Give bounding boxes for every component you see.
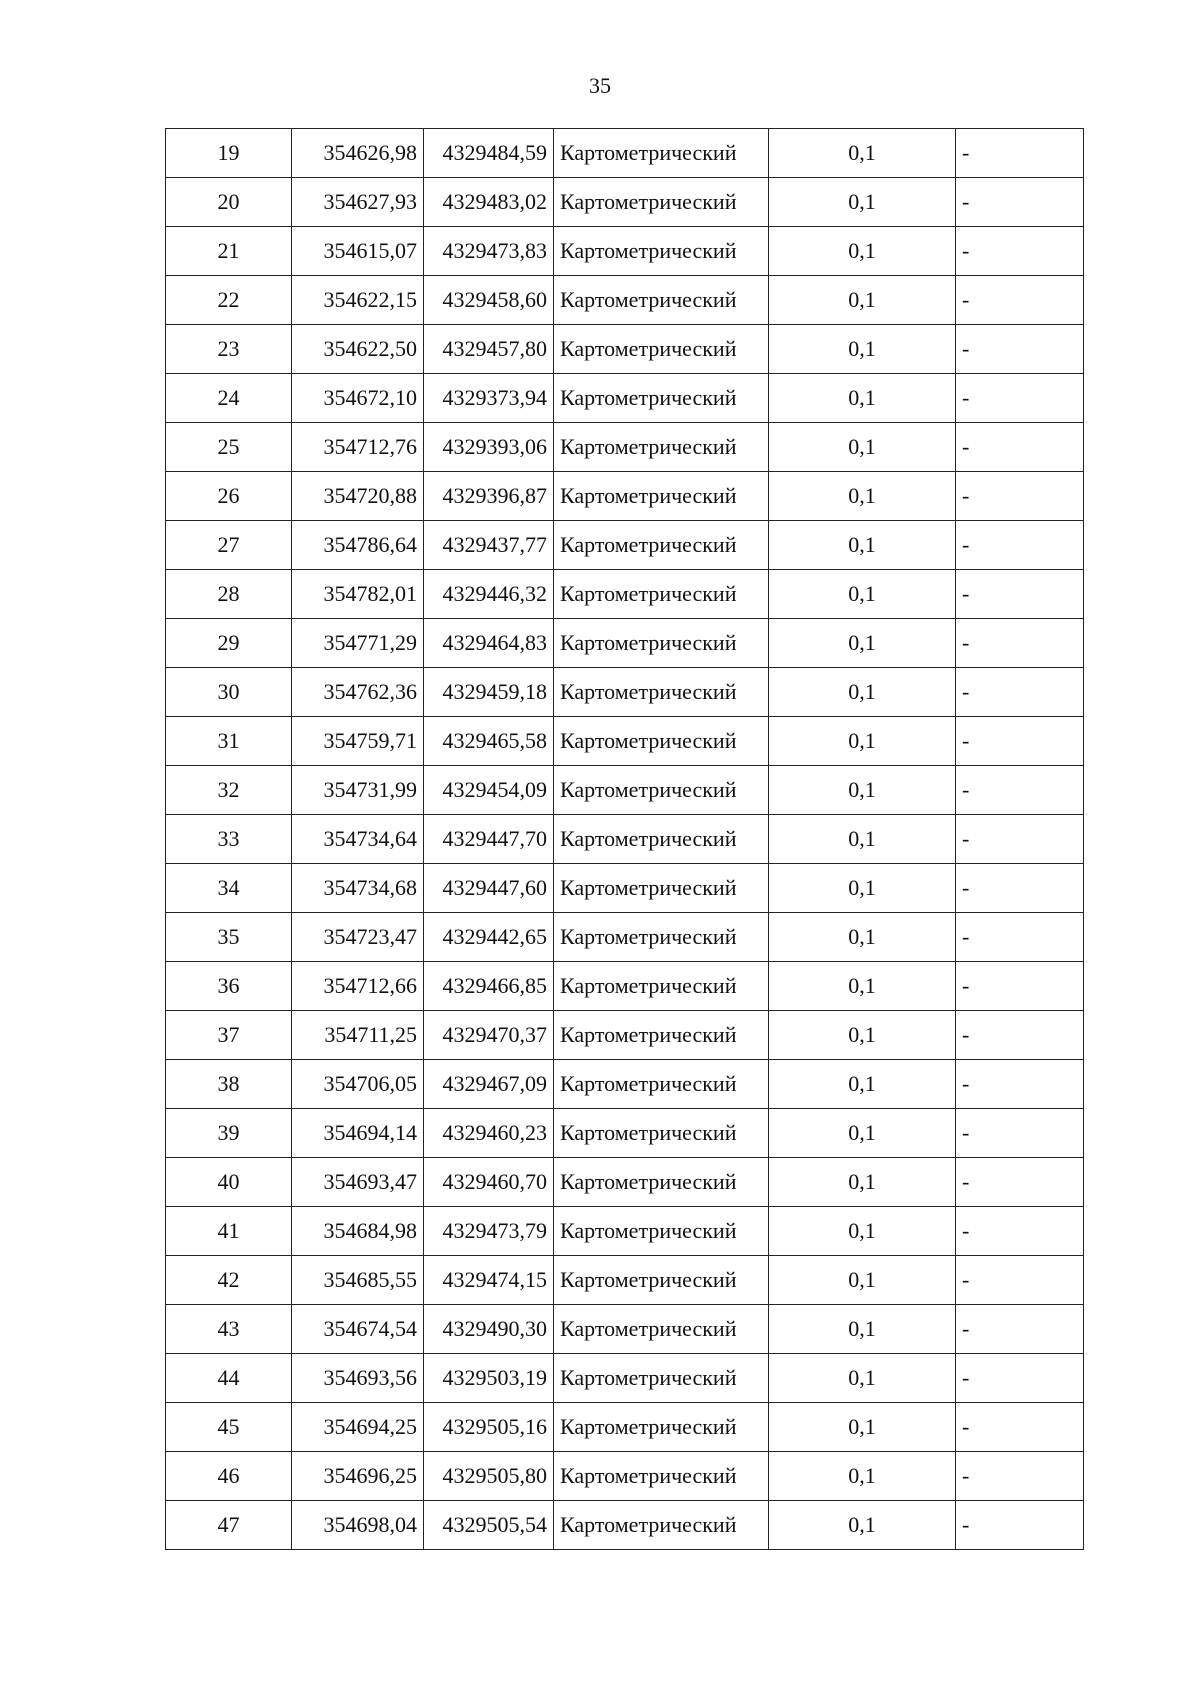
table-row xyxy=(166,178,1084,227)
point-number-cell: 47 xyxy=(166,1501,292,1550)
coordinate-x-cell: 354622,15 xyxy=(292,276,424,325)
table-row xyxy=(166,962,1084,1011)
coordinate-x-cell: 354712,66 xyxy=(292,962,424,1011)
point-number-cell: 21 xyxy=(166,227,292,276)
method-cell: Картометрический xyxy=(554,374,769,423)
coordinate-y-cell: 4329459,18 xyxy=(424,668,554,717)
note-cell: - xyxy=(956,1403,1084,1452)
coordinate-y-cell: 4329503,19 xyxy=(424,1354,554,1403)
accuracy-cell: 0,1 xyxy=(769,374,956,423)
note-cell: - xyxy=(956,227,1084,276)
table-row xyxy=(166,423,1084,472)
coordinate-y-cell: 4329447,70 xyxy=(424,815,554,864)
table-row xyxy=(166,1452,1084,1501)
coordinate-x-cell: 354786,64 xyxy=(292,521,424,570)
table-row xyxy=(166,1354,1084,1403)
accuracy-cell: 0,1 xyxy=(769,1452,956,1501)
method-cell: Картометрический xyxy=(554,1256,769,1305)
table-row xyxy=(166,1158,1084,1207)
note-cell: - xyxy=(956,864,1084,913)
coordinate-x-cell: 354693,47 xyxy=(292,1158,424,1207)
accuracy-cell: 0,1 xyxy=(769,1060,956,1109)
note-cell: - xyxy=(956,276,1084,325)
point-number-cell: 46 xyxy=(166,1452,292,1501)
method-cell: Картометрический xyxy=(554,472,769,521)
coordinate-y-cell: 4329458,60 xyxy=(424,276,554,325)
note-cell: - xyxy=(956,619,1084,668)
method-cell: Картометрический xyxy=(554,962,769,1011)
note-cell: - xyxy=(956,913,1084,962)
table-row xyxy=(166,472,1084,521)
table-row xyxy=(166,1109,1084,1158)
table-row xyxy=(166,276,1084,325)
coordinate-y-cell: 4329396,87 xyxy=(424,472,554,521)
note-cell: - xyxy=(956,717,1084,766)
method-cell: Картометрический xyxy=(554,1403,769,1452)
note-cell: - xyxy=(956,1452,1084,1501)
accuracy-cell: 0,1 xyxy=(769,1354,956,1403)
point-number-cell: 19 xyxy=(166,129,292,178)
note-cell: - xyxy=(956,325,1084,374)
note-cell: - xyxy=(956,129,1084,178)
table-row xyxy=(166,1305,1084,1354)
point-number-cell: 31 xyxy=(166,717,292,766)
accuracy-cell: 0,1 xyxy=(769,423,956,472)
coordinate-x-cell: 354698,04 xyxy=(292,1501,424,1550)
coordinate-x-cell: 354685,55 xyxy=(292,1256,424,1305)
coordinate-x-cell: 354626,98 xyxy=(292,129,424,178)
method-cell: Картометрический xyxy=(554,1011,769,1060)
coordinate-x-cell: 354693,56 xyxy=(292,1354,424,1403)
coordinate-x-cell: 354674,54 xyxy=(292,1305,424,1354)
accuracy-cell: 0,1 xyxy=(769,619,956,668)
point-number-cell: 40 xyxy=(166,1158,292,1207)
accuracy-cell: 0,1 xyxy=(769,570,956,619)
method-cell: Картометрический xyxy=(554,325,769,374)
table-row xyxy=(166,1011,1084,1060)
method-cell: Картометрический xyxy=(554,1354,769,1403)
method-cell: Картометрический xyxy=(554,423,769,472)
note-cell: - xyxy=(956,1501,1084,1550)
table-row xyxy=(166,374,1084,423)
table-row xyxy=(166,1060,1084,1109)
coordinate-y-cell: 4329442,65 xyxy=(424,913,554,962)
point-number-cell: 29 xyxy=(166,619,292,668)
coordinate-y-cell: 4329393,06 xyxy=(424,423,554,472)
method-cell: Картометрический xyxy=(554,1501,769,1550)
method-cell: Картометрический xyxy=(554,276,769,325)
accuracy-cell: 0,1 xyxy=(769,1256,956,1305)
coordinate-x-cell: 354712,76 xyxy=(292,423,424,472)
accuracy-cell: 0,1 xyxy=(769,1501,956,1550)
table-row xyxy=(166,668,1084,717)
note-cell: - xyxy=(956,1011,1084,1060)
point-number-cell: 25 xyxy=(166,423,292,472)
accuracy-cell: 0,1 xyxy=(769,325,956,374)
point-number-cell: 43 xyxy=(166,1305,292,1354)
coordinate-x-cell: 354694,14 xyxy=(292,1109,424,1158)
coordinate-y-cell: 4329467,09 xyxy=(424,1060,554,1109)
point-number-cell: 39 xyxy=(166,1109,292,1158)
table-row xyxy=(166,864,1084,913)
note-cell: - xyxy=(956,1256,1084,1305)
accuracy-cell: 0,1 xyxy=(769,1403,956,1452)
method-cell: Картометрический xyxy=(554,129,769,178)
coordinate-x-cell: 354762,36 xyxy=(292,668,424,717)
method-cell: Картометрический xyxy=(554,913,769,962)
accuracy-cell: 0,1 xyxy=(769,472,956,521)
coordinate-y-cell: 4329470,37 xyxy=(424,1011,554,1060)
coordinate-x-cell: 354694,25 xyxy=(292,1403,424,1452)
page-number: 35 xyxy=(589,73,611,98)
method-cell: Картометрический xyxy=(554,1109,769,1158)
note-cell: - xyxy=(956,472,1084,521)
table-row xyxy=(166,619,1084,668)
note-cell: - xyxy=(956,962,1084,1011)
coordinate-y-cell: 4329454,09 xyxy=(424,766,554,815)
note-cell: - xyxy=(956,178,1084,227)
table-row xyxy=(166,913,1084,962)
accuracy-cell: 0,1 xyxy=(769,1305,956,1354)
accuracy-cell: 0,1 xyxy=(769,227,956,276)
table-row xyxy=(166,766,1084,815)
coordinate-x-cell: 354627,93 xyxy=(292,178,424,227)
method-cell: Картометрический xyxy=(554,1207,769,1256)
coordinate-x-cell: 354706,05 xyxy=(292,1060,424,1109)
coordinates-table xyxy=(165,128,1084,1550)
table-row xyxy=(166,570,1084,619)
point-number-cell: 37 xyxy=(166,1011,292,1060)
point-number-cell: 35 xyxy=(166,913,292,962)
coordinate-y-cell: 4329373,94 xyxy=(424,374,554,423)
accuracy-cell: 0,1 xyxy=(769,766,956,815)
table-row xyxy=(166,129,1084,178)
table-row xyxy=(166,227,1084,276)
coordinate-y-cell: 4329473,83 xyxy=(424,227,554,276)
point-number-cell: 27 xyxy=(166,521,292,570)
coordinate-x-cell: 354696,25 xyxy=(292,1452,424,1501)
accuracy-cell: 0,1 xyxy=(769,1207,956,1256)
coordinate-y-cell: 4329437,77 xyxy=(424,521,554,570)
method-cell: Картометрический xyxy=(554,1060,769,1109)
method-cell: Картометрический xyxy=(554,227,769,276)
point-number-cell: 28 xyxy=(166,570,292,619)
coordinate-x-cell: 354684,98 xyxy=(292,1207,424,1256)
method-cell: Картометрический xyxy=(554,864,769,913)
accuracy-cell: 0,1 xyxy=(769,864,956,913)
point-number-cell: 44 xyxy=(166,1354,292,1403)
point-number-cell: 32 xyxy=(166,766,292,815)
point-number-cell: 45 xyxy=(166,1403,292,1452)
coordinate-y-cell: 4329466,85 xyxy=(424,962,554,1011)
table-row xyxy=(166,717,1084,766)
coordinate-y-cell: 4329447,60 xyxy=(424,864,554,913)
coordinate-x-cell: 354734,64 xyxy=(292,815,424,864)
coordinate-x-cell: 354771,29 xyxy=(292,619,424,668)
note-cell: - xyxy=(956,521,1084,570)
method-cell: Картометрический xyxy=(554,1452,769,1501)
table-row xyxy=(166,1501,1084,1550)
method-cell: Картометрический xyxy=(554,766,769,815)
method-cell: Картометрический xyxy=(554,521,769,570)
note-cell: - xyxy=(956,1158,1084,1207)
point-number-cell: 22 xyxy=(166,276,292,325)
coordinate-y-cell: 4329465,58 xyxy=(424,717,554,766)
coordinate-y-cell: 4329505,80 xyxy=(424,1452,554,1501)
coordinate-x-cell: 354723,47 xyxy=(292,913,424,962)
point-number-cell: 38 xyxy=(166,1060,292,1109)
method-cell: Картометрический xyxy=(554,619,769,668)
accuracy-cell: 0,1 xyxy=(769,129,956,178)
note-cell: - xyxy=(956,570,1084,619)
table-row xyxy=(166,1403,1084,1452)
accuracy-cell: 0,1 xyxy=(769,668,956,717)
method-cell: Картометрический xyxy=(554,815,769,864)
coordinate-y-cell: 4329484,59 xyxy=(424,129,554,178)
coordinate-y-cell: 4329460,70 xyxy=(424,1158,554,1207)
point-number-cell: 20 xyxy=(166,178,292,227)
accuracy-cell: 0,1 xyxy=(769,521,956,570)
coordinate-y-cell: 4329490,30 xyxy=(424,1305,554,1354)
method-cell: Картометрический xyxy=(554,1305,769,1354)
coordinate-y-cell: 4329446,32 xyxy=(424,570,554,619)
coordinate-x-cell: 354622,50 xyxy=(292,325,424,374)
coordinate-y-cell: 4329474,15 xyxy=(424,1256,554,1305)
point-number-cell: 36 xyxy=(166,962,292,1011)
coordinates-table-body xyxy=(166,129,1084,1550)
coordinate-x-cell: 354759,71 xyxy=(292,717,424,766)
table-row xyxy=(166,521,1084,570)
coordinate-x-cell: 354720,88 xyxy=(292,472,424,521)
note-cell: - xyxy=(956,1060,1084,1109)
coordinate-x-cell: 354672,10 xyxy=(292,374,424,423)
coordinate-y-cell: 4329505,16 xyxy=(424,1403,554,1452)
point-number-cell: 30 xyxy=(166,668,292,717)
point-number-cell: 41 xyxy=(166,1207,292,1256)
coordinate-y-cell: 4329483,02 xyxy=(424,178,554,227)
note-cell: - xyxy=(956,1207,1084,1256)
accuracy-cell: 0,1 xyxy=(769,276,956,325)
coordinate-y-cell: 4329505,54 xyxy=(424,1501,554,1550)
accuracy-cell: 0,1 xyxy=(769,1158,956,1207)
note-cell: - xyxy=(956,423,1084,472)
method-cell: Картометрический xyxy=(554,717,769,766)
coordinate-x-cell: 354734,68 xyxy=(292,864,424,913)
coordinate-y-cell: 4329457,80 xyxy=(424,325,554,374)
table-row xyxy=(166,815,1084,864)
point-number-cell: 23 xyxy=(166,325,292,374)
method-cell: Картометрический xyxy=(554,570,769,619)
note-cell: - xyxy=(956,766,1084,815)
coordinate-x-cell: 354615,07 xyxy=(292,227,424,276)
accuracy-cell: 0,1 xyxy=(769,913,956,962)
accuracy-cell: 0,1 xyxy=(769,178,956,227)
point-number-cell: 33 xyxy=(166,815,292,864)
accuracy-cell: 0,1 xyxy=(769,962,956,1011)
note-cell: - xyxy=(956,1354,1084,1403)
accuracy-cell: 0,1 xyxy=(769,1109,956,1158)
point-number-cell: 42 xyxy=(166,1256,292,1305)
table-row xyxy=(166,1207,1084,1256)
method-cell: Картометрический xyxy=(554,1158,769,1207)
coordinate-x-cell: 354711,25 xyxy=(292,1011,424,1060)
coordinate-y-cell: 4329464,83 xyxy=(424,619,554,668)
note-cell: - xyxy=(956,668,1084,717)
coordinate-x-cell: 354731,99 xyxy=(292,766,424,815)
point-number-cell: 26 xyxy=(166,472,292,521)
point-number-cell: 34 xyxy=(166,864,292,913)
coordinate-x-cell: 354782,01 xyxy=(292,570,424,619)
table-row xyxy=(166,325,1084,374)
note-cell: - xyxy=(956,815,1084,864)
point-number-cell: 24 xyxy=(166,374,292,423)
note-cell: - xyxy=(956,374,1084,423)
coordinate-y-cell: 4329460,23 xyxy=(424,1109,554,1158)
accuracy-cell: 0,1 xyxy=(769,815,956,864)
table-row xyxy=(166,1256,1084,1305)
note-cell: - xyxy=(956,1305,1084,1354)
method-cell: Картометрический xyxy=(554,668,769,717)
method-cell: Картометрический xyxy=(554,178,769,227)
accuracy-cell: 0,1 xyxy=(769,717,956,766)
note-cell: - xyxy=(956,1109,1084,1158)
accuracy-cell: 0,1 xyxy=(769,1011,956,1060)
coordinate-y-cell: 4329473,79 xyxy=(424,1207,554,1256)
